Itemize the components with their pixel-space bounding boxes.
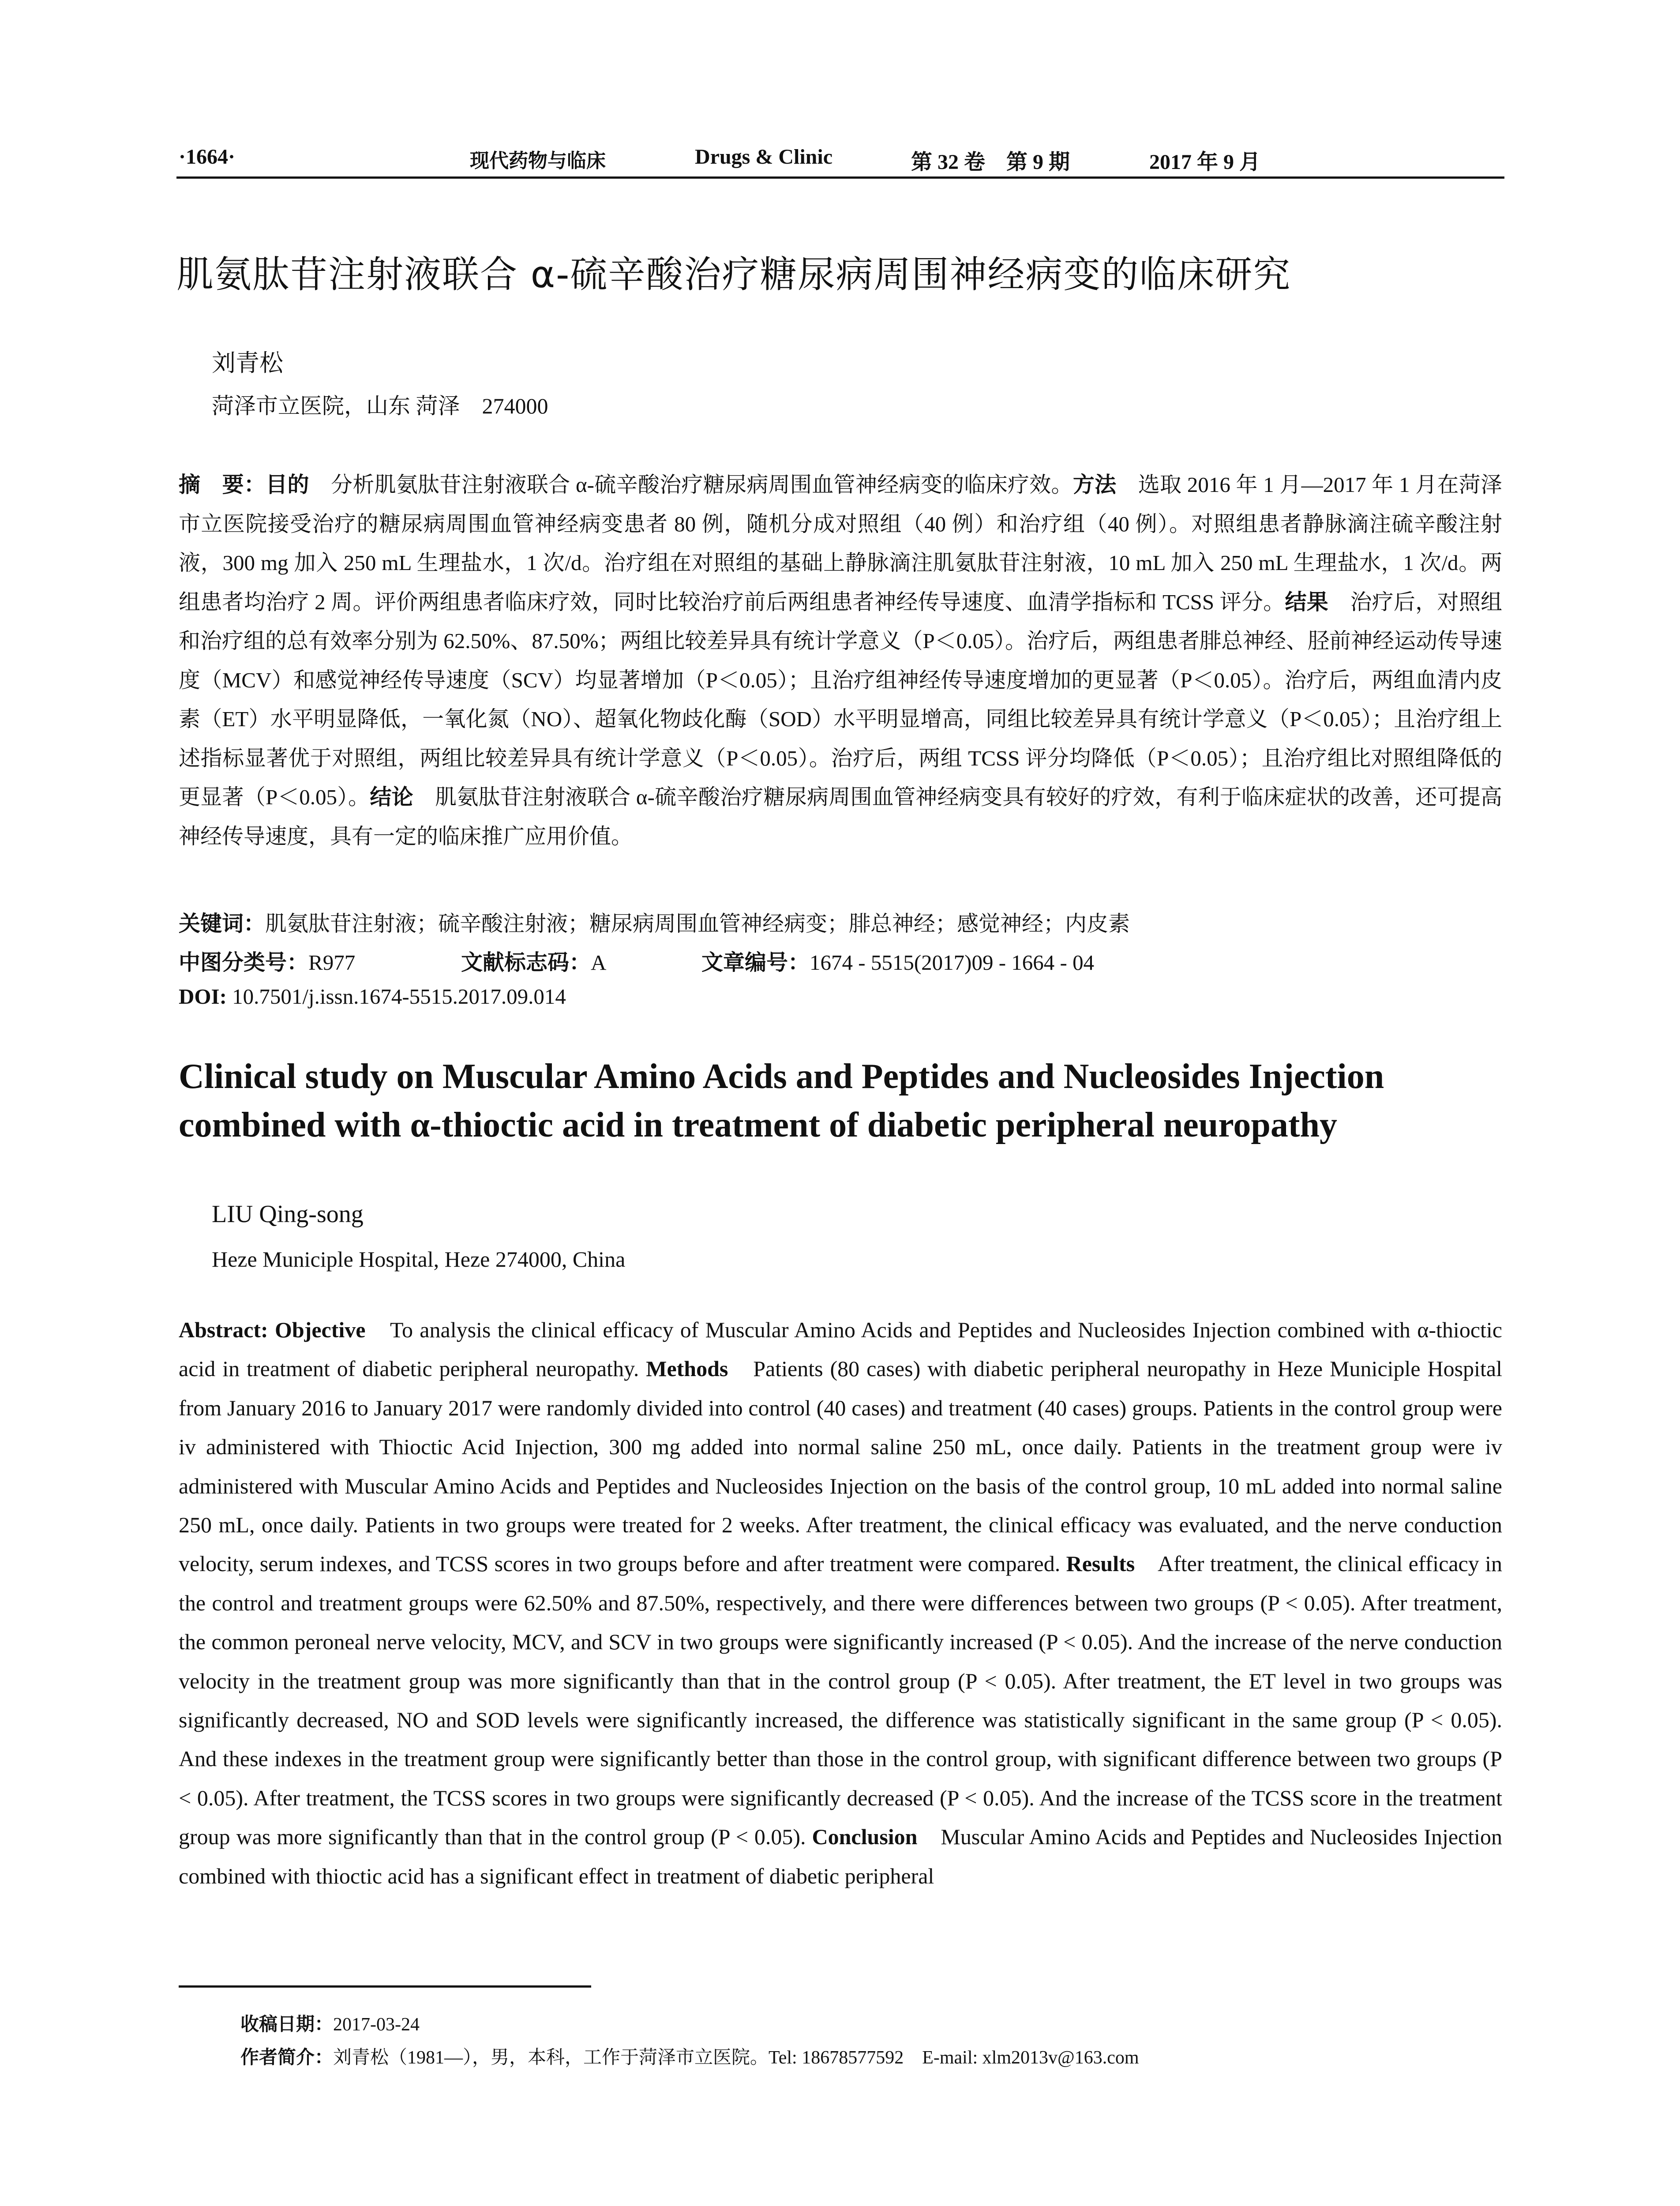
journal-name-en: Drugs & Clinic: [695, 145, 832, 169]
en-abstract: [179, 1310, 1502, 1895]
page-number: ·1664·: [179, 145, 236, 169]
journal-name-cn: 现代药物与临床: [470, 150, 606, 172]
header-rule: [176, 176, 1504, 179]
en-conclusion-text: Muscular Amino Acids and Peptides and Nucleosides Injection combined with thioctic acid has a significant effect in treatment of diabetic peripheral: [179, 1824, 1503, 1888]
cn-results-text: 治疗后，对照组和治疗组的总有效率分别为 62.50%、87.50%；两组比较差异具有统计学意义（P＜0.05）。治疗后，两组患者腓总神经、胫前神经运动传导速度（MCV）和感觉神经传导速度（SCV）均显著增加（P＜0.05）；且治疗组神经传导速度增加的更显著（P＜0.05）。治疗后，两组血清内皮素（ET）水平明显降低，一氧化氮（NO）、超氧化物歧化酶（SOD）水平明显增高，同组比较差异具有统计学意义（P＜0.05）；且治疗组上述指标显著优于对照组，两组比较差异具有统计学意义（P＜0.05）。治疗后，两组 TCSS 评分均降低（P＜0.05）；且治疗组比对照组降低的更显著（P＜0.05）。: [179, 589, 1502, 809]
volume-issue: 第 32 卷 第 9 期: [911, 150, 1070, 174]
cn-affiliation: 菏泽市立医院，山东 菏泽 274000: [212, 394, 548, 418]
en-results-label: Results: [1066, 1551, 1135, 1576]
article-number-label: 文章编号：: [701, 950, 810, 975]
cn-conclusion-text: 肌氨肽苷注射液联合 α-硫辛酸治疗糖尿病周围血管神经病变具有较好的疗效，有利于临床症状的改善，还可提高神经传导速度，具有一定的临床推广应用价值。: [179, 785, 1502, 848]
cn-keywords: [179, 907, 1130, 938]
author-bio-text: 刘青松（1981—），男，本科，工作于菏泽市立医院。Tel: 18678577592 E-mail: xlm2013v@163.com: [333, 2048, 1139, 2068]
en-title-line-1: Clinical study on Muscular Amino Acids and Peptides and Nucleosides Injection: [179, 1057, 1384, 1096]
cn-abstract: [179, 465, 1502, 856]
cn-keywords-label: 关键词：: [179, 911, 266, 936]
en-methods-label: Methods: [646, 1356, 728, 1381]
en-results-text: After treatment, the clinical efficacy in the control and treatment groups were 62.50% and 87.50%, respectively, and there were differences between two groups (P < 0.05). After treatment, the common peroneal nerve velocity, MCV, and SCV in two groups were significantly increased (P < 0.05). And the increase of the nerve conduction velocity in the treatment group was more significantly than that in the control group (P < 0.05). After treatment, the ET level in two groups was significantly decreased, NO and SOD levels were significantly increased, the difference was statistically significant in the same group (P < 0.05). And these indexes in the treatment group were significantly better than those in the control group, with significant difference between two groups (P < 0.05). After treatment, the TCSS scores in two groups were significantly decreased (P < 0.05). And the increase of the TCSS score in the treatment group was more significantly than that in the control group (P < 0.05).: [179, 1551, 1503, 1850]
en-title: [179, 1052, 1502, 1149]
issue-date: 2017 年 9 月: [1149, 150, 1261, 174]
received-value: 2017-03-24: [333, 2015, 420, 2035]
en-abstract-objective-label: Abstract: Objective: [179, 1317, 366, 1342]
cn-results-label: 结果: [1285, 589, 1329, 615]
cn-abstract-label: 摘 要：: [179, 472, 266, 497]
doi-line: [179, 984, 566, 1009]
article-number-value: 1674 - 5515(2017)09 - 1664 - 04: [810, 950, 1095, 975]
doi-value: 10.7501/j.issn.1674-5515.2017.09.014: [226, 984, 566, 1009]
article-number-line: [701, 945, 1094, 976]
en-objective-text: To analysis the clinical efficacy of Muscular Amino Acids and Peptides and Nucleosides Injection combined with α-thioctic acid in treatment of diabetic peripheral neuropathy.: [179, 1317, 1502, 1381]
en-methods-text: Patients (80 cases) with diabetic peripheral neuropathy in Heze Municiple Hospital from January 2016 to January 2017 were randomly divided into control (40 cases) and treatment (40 cases) groups. Patients in the control group were iv administered with Thioctic Acid Injection, 300 mg added into normal saline 250 mL, once daily. Patients in the treatment group were iv administered with Muscular Amino Acids and Peptides and Nucleosides Injection on the basis of the control group, 10 mL added into normal saline 250 mL, once daily. Patients in two groups were treated for 2 weeks. After treatment, the clinical efficacy was evaluated, and the nerve conduction velocity, serum indexes, and TCSS scores in two groups before and after treatment were compared.: [179, 1356, 1502, 1576]
author-bio: [240, 2043, 1139, 2069]
en-affiliation: Heze Municiple Hospital, Heze 274000, China: [212, 1247, 626, 1272]
cn-author: 刘青松: [212, 350, 283, 376]
en-conclusion-label: Conclusion: [812, 1824, 918, 1850]
cn-classification-line: [179, 945, 355, 976]
footnote-rule: [179, 1985, 591, 1988]
received-date: [240, 2010, 420, 2036]
doi-label: DOI:: [179, 984, 227, 1009]
running-header: [179, 140, 1502, 176]
clc-label: 中图分类号：: [179, 950, 309, 975]
cn-conclusion-label: 结论: [370, 784, 413, 810]
doc-code-line: [461, 945, 606, 976]
cn-objective-label: 目的: [266, 472, 309, 497]
doc-code-label: 文献标志码：: [461, 950, 591, 975]
doc-code-value: A: [591, 950, 607, 975]
cn-methods-text: 选取 2016 年 1 月—2017 年 1 月在菏泽市立医院接受治疗的糖尿病周围血管神经病变患者 80 例，随机分成对照组（40 例）和治疗组（40 例）。对照组患者静脉滴注硫辛酸注射液，300 mg 加入 250 mL 生理盐水，1 次/d。治疗组在对照组的基础上静脉滴注肌氨肽苷注射液，10 mL 加入 250 mL 生理盐水，1 次/d。两组患者均治疗 2 周。评价两组患者临床疗效，同时比较治疗前后两组患者神经传导速度、血清学指标和 TCSS 评分。: [179, 473, 1502, 614]
cn-title: 肌氨肽苷注射液联合 α-硫辛酸治疗糖尿病周围神经病变的临床研究: [176, 253, 1291, 296]
clc-value: R977: [308, 950, 356, 975]
received-label: 收稿日期：: [240, 2013, 334, 2035]
cn-keywords-text: 肌氨肽苷注射液；硫辛酸注射液；糖尿病周围血管神经病变；腓总神经；感觉神经；内皮素: [265, 912, 1130, 936]
en-title-line-2: combined with α-thioctic acid in treatment of diabetic peripheral neuropathy: [179, 1106, 1337, 1144]
cn-methods-label: 方法: [1072, 472, 1117, 497]
en-author: LIU Qing-song: [212, 1201, 364, 1228]
cn-objective-text: 分析肌氨肽苷注射液联合 α-硫辛酸治疗糖尿病周围血管神经病变的临床疗效。: [309, 473, 1073, 497]
author-bio-label: 作者简介：: [240, 2046, 334, 2068]
